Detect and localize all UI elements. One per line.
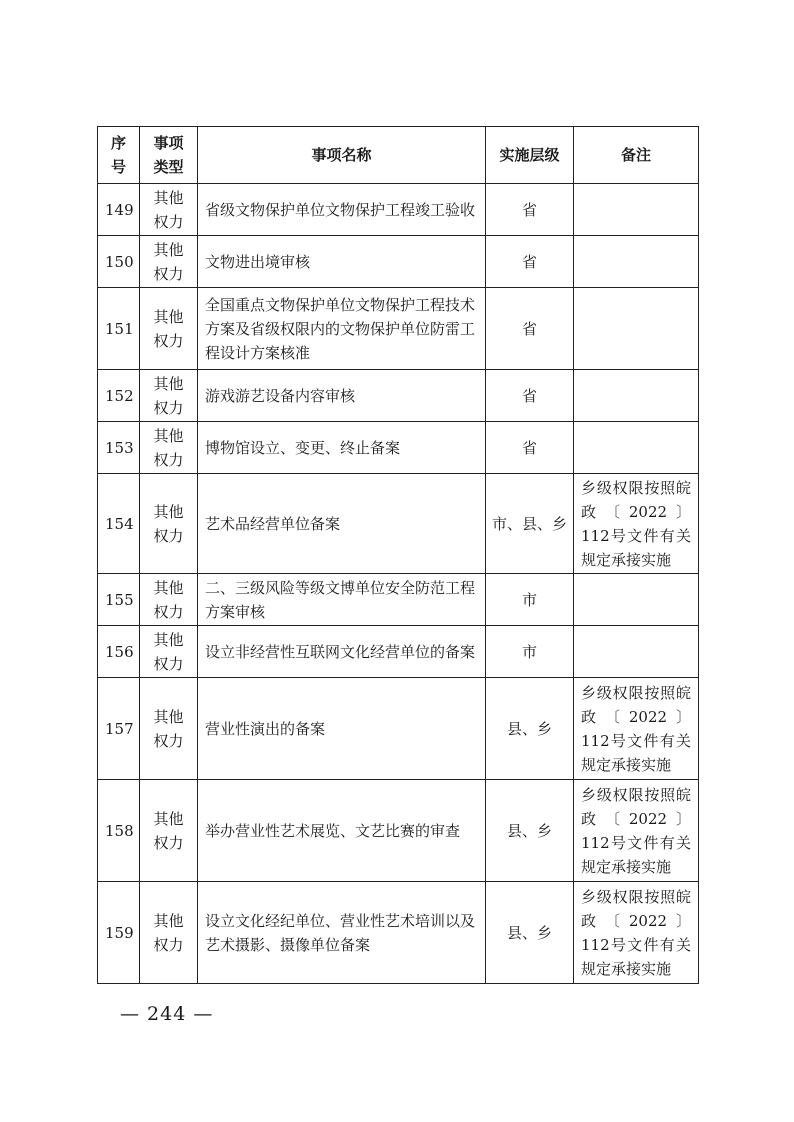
cell-level: 市: [486, 574, 574, 626]
cell-type: 其他权力: [140, 882, 198, 984]
header-type: 事项类型: [140, 127, 198, 184]
cell-type: 其他权力: [140, 626, 198, 678]
table-row: [98, 236, 699, 288]
items-table: [97, 126, 699, 984]
cell-note: [574, 626, 699, 678]
cell-type: 其他权力: [140, 422, 198, 474]
cell-name: 游戏游艺设备内容审核: [198, 370, 486, 422]
cell-no: 149: [98, 184, 140, 236]
cell-type: 其他权力: [140, 780, 198, 882]
cell-note: 乡级权限按照皖政〔2022〕112号文件有关规定承接实施: [574, 678, 699, 780]
cell-level: 市: [486, 626, 574, 678]
cell-note: [574, 288, 699, 370]
cell-note: [574, 574, 699, 626]
table-row: [98, 626, 699, 678]
cell-note: [574, 184, 699, 236]
cell-type: 其他权力: [140, 678, 198, 780]
header-name: 事项名称: [198, 127, 486, 184]
cell-type: 其他权力: [140, 474, 198, 574]
table-row: [98, 882, 699, 984]
header-level: 实施层级: [486, 127, 574, 184]
cell-no: 155: [98, 574, 140, 626]
cell-note: [574, 370, 699, 422]
cell-name: 设立文化经纪单位、营业性艺术培训以及艺术摄影、摄像单位备案: [198, 882, 486, 984]
cell-level: 市、县、乡: [486, 474, 574, 574]
cell-type: 其他权力: [140, 574, 198, 626]
cell-no: 157: [98, 678, 140, 780]
cell-level: 县、乡: [486, 678, 574, 780]
cell-no: 152: [98, 370, 140, 422]
cell-note: [574, 422, 699, 474]
cell-name: 文物进出境审核: [198, 236, 486, 288]
table-row: [98, 474, 699, 574]
header-no: 序号: [98, 127, 140, 184]
table-row: [98, 678, 699, 780]
cell-note: 乡级权限按照皖政〔2022〕112号文件有关规定承接实施: [574, 474, 699, 574]
table-row: [98, 184, 699, 236]
header-note: 备注: [574, 127, 699, 184]
cell-type: 其他权力: [140, 236, 198, 288]
cell-level: 县、乡: [486, 882, 574, 984]
cell-note: 乡级权限按照皖政〔2022〕112号文件有关规定承接实施: [574, 780, 699, 882]
cell-type: 其他权力: [140, 370, 198, 422]
cell-name: 艺术品经营单位备案: [198, 474, 486, 574]
cell-no: 154: [98, 474, 140, 574]
cell-no: 156: [98, 626, 140, 678]
cell-no: 150: [98, 236, 140, 288]
cell-level: 省: [486, 288, 574, 370]
cell-note: 乡级权限按照皖政〔2022〕112号文件有关规定承接实施: [574, 882, 699, 984]
cell-name: 举办营业性艺术展览、文艺比赛的审查: [198, 780, 486, 882]
table-row: [98, 780, 699, 882]
cell-type: 其他权力: [140, 288, 198, 370]
table-header-row: [98, 127, 699, 184]
page-number: — 244 —: [120, 1003, 214, 1025]
cell-name: 营业性演出的备案: [198, 678, 486, 780]
cell-level: 省: [486, 236, 574, 288]
table-row: [98, 574, 699, 626]
cell-note: [574, 236, 699, 288]
table-row: [98, 422, 699, 474]
cell-name: 二、三级风险等级文博单位安全防范工程方案审核: [198, 574, 486, 626]
cell-level: 省: [486, 370, 574, 422]
table-row: [98, 370, 699, 422]
cell-name: 设立非经营性互联网文化经营单位的备案: [198, 626, 486, 678]
cell-name: 省级文物保护单位文物保护工程竣工验收: [198, 184, 486, 236]
table-row: [98, 288, 699, 370]
cell-level: 县、乡: [486, 780, 574, 882]
cell-name: 博物馆设立、变更、终止备案: [198, 422, 486, 474]
cell-no: 151: [98, 288, 140, 370]
cell-type: 其他权力: [140, 184, 198, 236]
cell-no: 158: [98, 780, 140, 882]
cell-name: 全国重点文物保护单位文物保护工程技术方案及省级权限内的文物保护单位防雷工程设计方案核准: [198, 288, 486, 370]
cell-level: 省: [486, 422, 574, 474]
cell-no: 153: [98, 422, 140, 474]
cell-no: 159: [98, 882, 140, 984]
cell-level: 省: [486, 184, 574, 236]
